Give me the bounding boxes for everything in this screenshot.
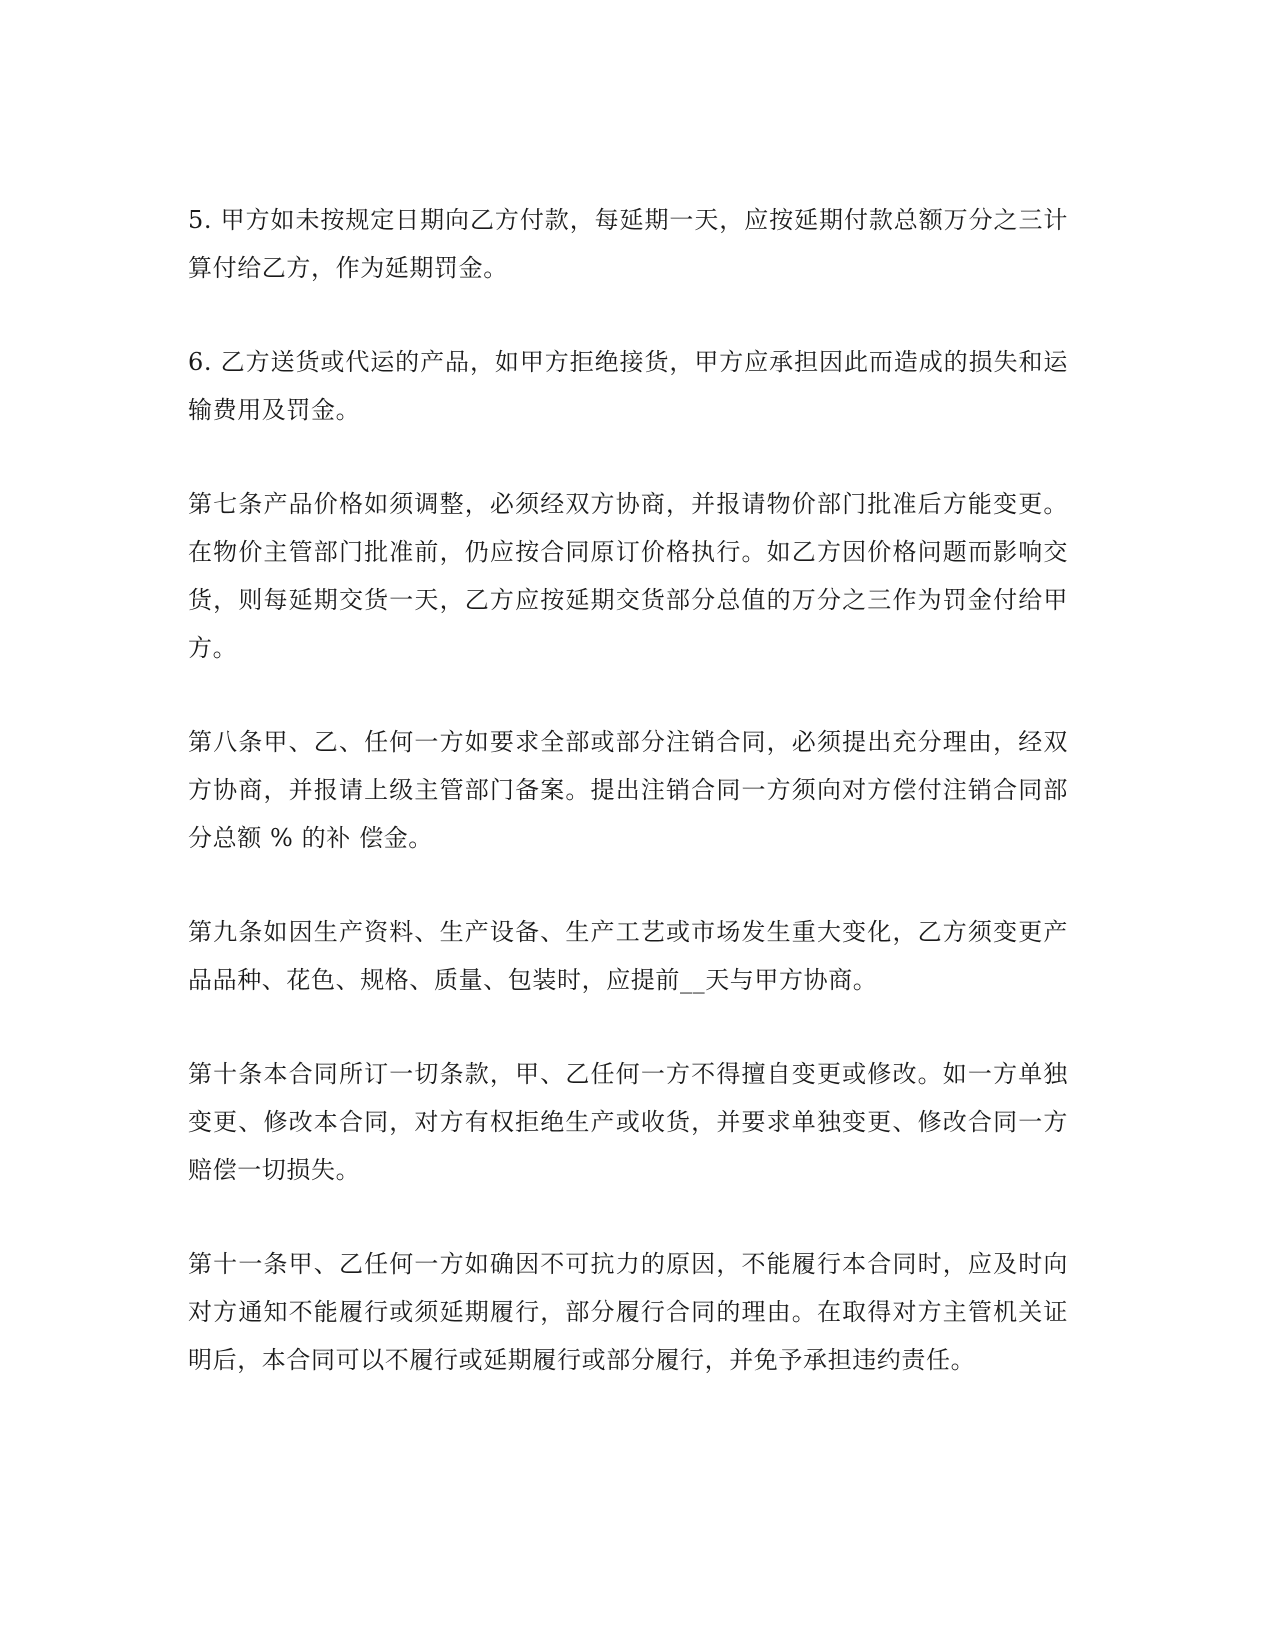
article-7-price-adjustment: 第七条产品价格如须调整，必须经双方协商，并报请物价部门批准后方能变更。在物价主管部门批准前，仍应按合同原订价格执行。如乙方因价格问题而影响交货，则每延期交货一天，乙方应按延期交货部分总值的万分之三作为罚金付给甲方。 xyxy=(188,490,1068,662)
article-9-product-changes: 第九条如因生产资料、生产设备、生产工艺或市场发生重大变化，乙方须变更产品品种、花色、规格、质量、包装时，应提前__天与甲方协商。 xyxy=(188,918,1068,994)
article-11-force-majeure: 第十一条甲、乙任何一方如确因不可抗力的原因，不能履行本合同时，应及时向对方通知不能履行或须延期履行，部分履行合同的理由。在取得对方主管机关证明后，本合同可以不履行或延期履行或部分履行，并免予承担违约责任。 xyxy=(188,1250,1068,1374)
clause-5-late-payment: 5. 甲方如未按规定日期向乙方付款，每延期一天，应按延期付款总额万分之三计算付给乙方，作为延期罚金。 xyxy=(188,206,1068,282)
article-10-no-unilateral-changes: 第十条本合同所订一切条款，甲、乙任何一方不得擅自变更或修改。如一方单独变更、修改本合同，对方有权拒绝生产或收货，并要求单独变更、修改合同一方赔偿一切损失。 xyxy=(188,1060,1068,1184)
document-body xyxy=(188,196,1068,1430)
clause-6-refused-delivery: 6. 乙方送货或代运的产品，如甲方拒绝接货，甲方应承担因此而造成的损失和运输费用及罚金。 xyxy=(188,348,1068,424)
article-8-contract-cancellation: 第八条甲、乙、任何一方如要求全部或部分注销合同，必须提出充分理由，经双方协商，并报请上级主管部门备案。提出注销合同一方须向对方偿付注销合同部分总额 % 的补 偿金。 xyxy=(188,728,1068,852)
